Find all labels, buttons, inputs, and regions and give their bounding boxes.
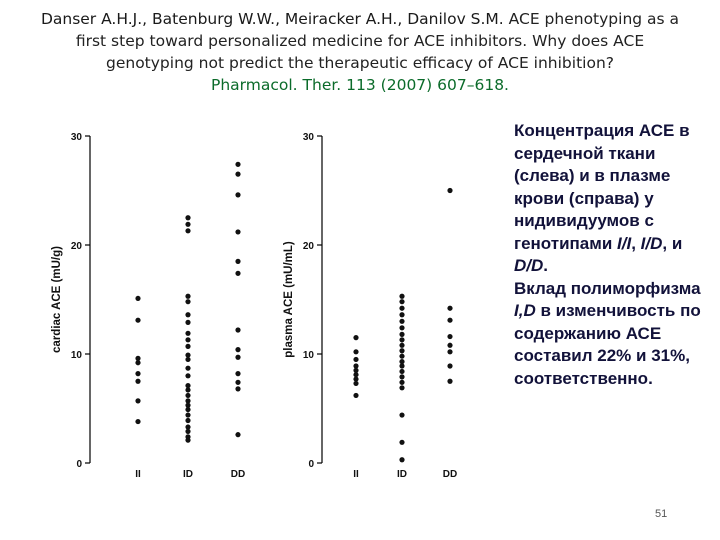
y-tick-label-2-10: 10 (302, 350, 314, 361)
notes-line3: в изменчивость по содержанию АСЕ составил 22% и 31%, соответственно. (514, 301, 701, 388)
x-tick-label-2-dd: DD (442, 469, 458, 480)
y-tick-label-1-10: 10 (70, 350, 82, 361)
data-point-1-ii-5 (135, 379, 140, 384)
data-point-2-id-10 (399, 354, 404, 359)
data-point-1-ii-7 (135, 419, 140, 424)
data-point-1-ii-6 (135, 398, 140, 403)
data-point-1-dd-5 (235, 271, 240, 276)
notes-sep2: , и (662, 233, 683, 253)
data-point-2-id-9 (399, 348, 404, 353)
y-tick-label-1-20: 20 (70, 241, 82, 252)
data-point-1-id-5 (185, 312, 190, 317)
data-point-1-id-3 (185, 294, 190, 299)
data-point-2-dd-0 (447, 188, 452, 193)
data-point-1-id-6 (185, 320, 190, 325)
data-point-2-ii-0 (353, 335, 358, 340)
data-point-1-ii-0 (135, 296, 140, 301)
data-point-1-dd-11 (235, 386, 240, 391)
data-point-2-ii-7 (353, 381, 358, 386)
genotype-id: I/D (640, 233, 663, 253)
x-tick-label-1-ii: II (135, 469, 141, 480)
notes-line1: Концентрация АСЕ в сердечной ткани (слева) и в плазме крови (справа) у нидивидуумов с генотипами (514, 121, 690, 253)
data-point-1-id-19 (185, 407, 190, 412)
data-point-1-dd-9 (235, 371, 240, 376)
data-point-2-id-5 (399, 325, 404, 330)
data-point-1-id-1 (185, 222, 190, 227)
data-point-1-id-7 (185, 331, 190, 336)
data-point-2-ii-2 (353, 357, 358, 362)
data-point-2-id-3 (399, 312, 404, 317)
data-point-1-id-4 (185, 299, 190, 304)
data-point-2-id-4 (399, 319, 404, 324)
data-point-1-ii-3 (135, 360, 140, 365)
y-tick-label-2-30: 30 (302, 132, 314, 143)
x-tick-label-2-ii: II (353, 469, 359, 480)
data-point-2-dd-6 (447, 363, 452, 368)
data-point-2-id-7 (399, 337, 404, 342)
citation-journal: Pharmacol. Ther. 113 (2007) 607–618. (211, 76, 509, 94)
data-point-1-dd-6 (235, 327, 240, 332)
citation-authors: Danser A.H.J., Batenburg W.W., Meiracker A.H., Danilov S.M. (40, 10, 504, 28)
citation-title: ACE phenotyping as a first step toward personalized medicine for ACE inhibitors. Why does ACE genotyping not predict the therapeutic efficacy of ACE inhibition? (75, 10, 680, 72)
data-point-2-dd-1 (447, 306, 452, 311)
y-tick-label-2-0: 0 (308, 459, 314, 470)
data-point-2-id-0 (399, 294, 404, 299)
x-tick-label-1-dd: DD (230, 469, 246, 480)
ace-scatter-figure (30, 118, 500, 488)
data-point-1-id-13 (185, 373, 190, 378)
data-point-2-id-17 (399, 412, 404, 417)
description-text (514, 120, 714, 390)
data-point-1-dd-0 (235, 162, 240, 167)
data-point-1-id-23 (185, 429, 190, 434)
data-point-2-dd-3 (447, 334, 452, 339)
notes-sep1: , (631, 233, 641, 253)
data-point-2-dd-4 (447, 343, 452, 348)
y-tick-label-1-30: 30 (70, 132, 82, 143)
data-point-2-ii-8 (353, 393, 358, 398)
genotype-dd: D/D (514, 256, 544, 275)
data-point-2-ii-1 (353, 349, 358, 354)
data-point-2-dd-5 (447, 349, 452, 354)
data-point-2-id-6 (399, 332, 404, 337)
genotype-ii: I/I (617, 233, 632, 253)
data-point-2-id-12 (399, 363, 404, 368)
data-point-1-id-12 (185, 366, 190, 371)
data-point-2-id-15 (399, 380, 404, 385)
data-point-1-dd-1 (235, 172, 240, 177)
data-point-2-id-1 (399, 299, 404, 304)
data-point-2-id-18 (399, 440, 404, 445)
data-point-1-id-2 (185, 228, 190, 233)
data-point-1-dd-8 (235, 355, 240, 360)
data-point-1-dd-4 (235, 259, 240, 264)
data-point-1-ii-1 (135, 318, 140, 323)
data-point-2-dd-2 (447, 318, 452, 323)
data-point-1-id-9 (185, 344, 190, 349)
data-point-1-id-21 (185, 418, 190, 423)
y-axis-label-1: cardiac ACE (mU/g) (51, 246, 63, 353)
data-point-2-id-13 (399, 369, 404, 374)
data-point-1-id-20 (185, 412, 190, 417)
data-point-2-id-2 (399, 306, 404, 311)
notes-line2: Вклад полиморфизма (514, 278, 701, 298)
data-point-2-id-16 (399, 385, 404, 390)
y-axis-label-2: plasma ACE (mU/mL) (283, 241, 295, 358)
data-point-1-dd-2 (235, 192, 240, 197)
data-point-1-id-11 (185, 357, 190, 362)
data-point-2-id-19 (399, 457, 404, 462)
citation (30, 8, 690, 96)
y-tick-label-2-20: 20 (302, 241, 314, 252)
data-point-1-dd-7 (235, 347, 240, 352)
ace-scatter-svg (30, 118, 500, 488)
x-tick-label-1-id: ID (183, 469, 193, 480)
data-point-1-dd-12 (235, 432, 240, 437)
data-point-1-dd-3 (235, 229, 240, 234)
data-point-1-dd-10 (235, 380, 240, 385)
data-point-1-id-25 (185, 438, 190, 443)
y-tick-label-1-0: 0 (76, 459, 82, 470)
x-tick-label-2-id: ID (397, 469, 407, 480)
data-point-2-dd-7 (447, 379, 452, 384)
notes-end1: . (543, 256, 549, 275)
page-number: 51 (655, 508, 668, 520)
data-point-2-id-14 (399, 374, 404, 379)
polymorphism-id: I,D (514, 301, 536, 320)
data-point-1-id-8 (185, 337, 190, 342)
data-point-1-id-0 (185, 215, 190, 220)
data-point-2-id-8 (399, 343, 404, 348)
data-point-1-id-16 (185, 393, 190, 398)
data-point-1-ii-4 (135, 371, 140, 376)
data-point-1-id-15 (185, 387, 190, 392)
